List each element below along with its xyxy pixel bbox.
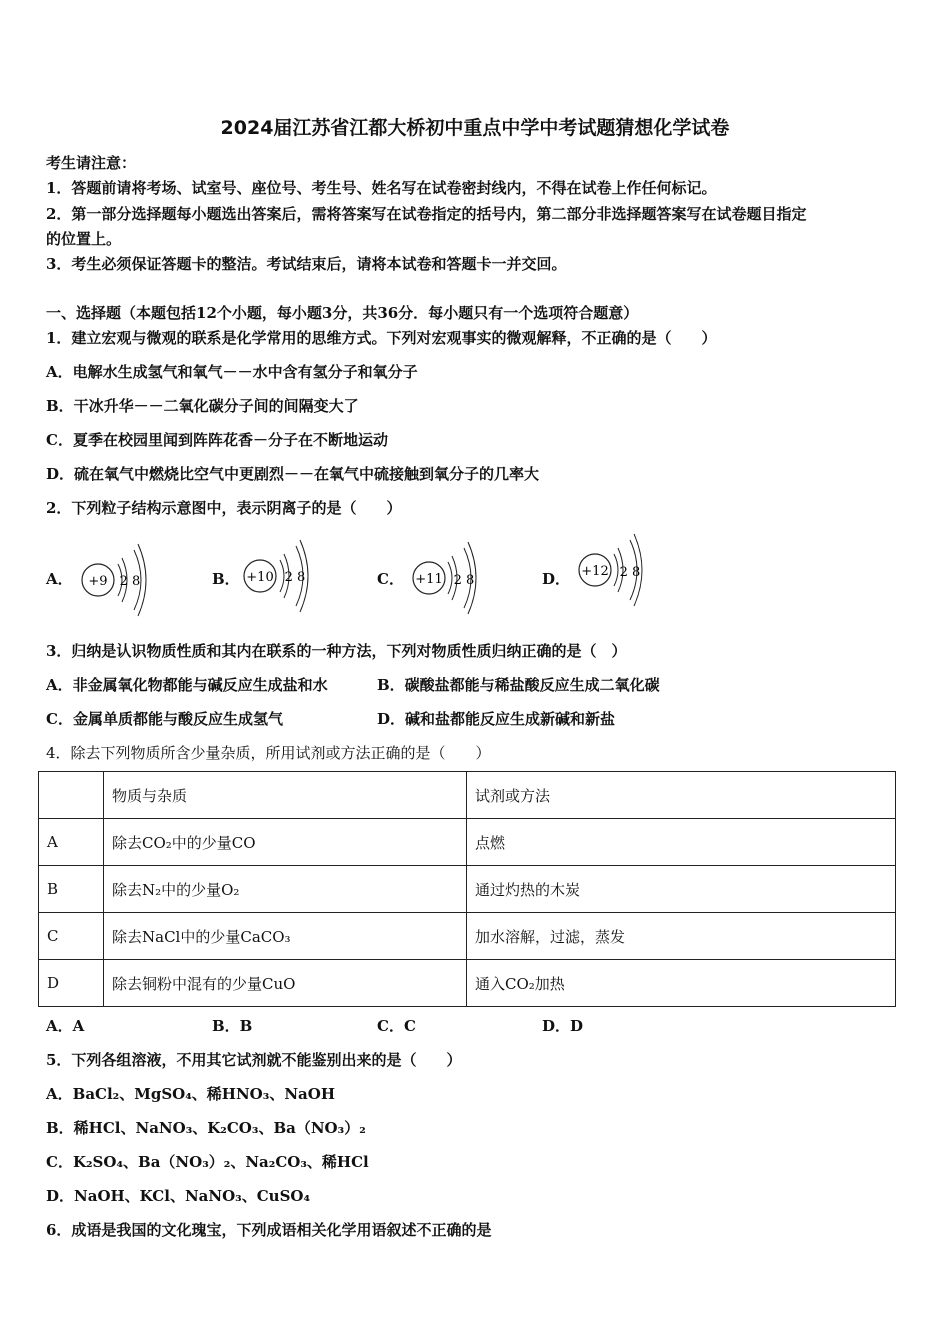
notice-item-1: 1．答题前请将考场、试室号、座位号、考生号、姓名写在试卷密封线内，不得在试卷上作任何标记。 [46,179,717,197]
table-row [39,960,896,1007]
atom-diagram-b [240,536,320,616]
electron-config-b: 2 8 [284,570,306,585]
table-cell: 除去铜粉中混有的少量CuO [104,960,467,1007]
q3-option-c: C．金属单质都能与酸反应生成氢气 [46,710,283,728]
nucleus-charge-c: +11 [415,572,443,587]
notice-item-2: 2．第一部分选择题每小题选出答案后，需将答案写在试卷指定的括号内，第二部分非选择题答案写在试卷题目指定 [46,205,807,223]
table-cell: 除去NaCl中的少量CaCO₃ [104,913,467,960]
q2-option-d-label: D． [542,570,571,588]
q1-option-c: C．夏季在校园里闻到阵阵花香－分子在不断地运动 [46,431,388,449]
table-row [39,913,896,960]
notice-heading: 考生请注意： [46,154,137,172]
nucleus-charge-b: +10 [246,570,274,585]
table-cell: 除去N₂中的少量O₂ [104,866,467,913]
table-row [39,819,896,866]
q4-option-a: A．A [46,1017,85,1035]
table-cell: A [39,819,104,866]
electron-config-a: 2 8 [119,574,141,589]
q5-option-c: C．K₂SO₄、Ba（NO₃）₂、Na₂CO₃、稀HCl [46,1153,369,1171]
q3-option-a: A．非金属氧化物都能与碱反应生成盐和水 [46,676,328,694]
q4-option-c: C．C [377,1017,416,1035]
electron-config-d: 2 8 [619,565,641,580]
q3-stem: 3．归纳是认识物质性质和其内在联系的一种方法，下列对物质性质归纳正确的是（ ） [46,642,627,660]
q2-option-a-label: A． [46,570,73,588]
q4-table [38,771,896,1007]
q4-stem: 4．除去下列物质所含少量杂质，所用试剂或方法正确的是（ ） [46,744,491,762]
q2-option-b-label: B． [212,570,240,588]
table-cell: 除去CO₂中的少量CO [104,819,467,866]
atom-diagram-d [574,530,654,610]
notice-item-2-cont: 的位置上。 [46,230,122,248]
q1-option-a: A．电解水生成氢气和氧气－－水中含有氢分子和氧分子 [46,363,418,381]
q2-stem: 2．下列粒子结构示意图中，表示阴离子的是（ ） [46,499,402,517]
table-cell: 点燃 [467,819,896,866]
section-heading: 一、选择题（本题包括12个小题，每小题3分，共36分．每小题只有一个选项符合题意） [46,304,639,322]
page-title: 2024届江苏省江都大桥初中重点中学中考试题猜想化学试卷 [220,117,730,139]
q5-option-a: A．BaCl₂、MgSO₄、稀HNO₃、NaOH [46,1085,335,1103]
q6-stem: 6．成语是我国的文化瑰宝，下列成语相关化学用语叙述不正确的是 [46,1221,492,1239]
q4-option-d: D．D [542,1017,584,1035]
q1-option-d: D．硫在氧气中燃烧比空气中更剧烈－－在氧气中硫接触到氧分子的几率大 [46,465,540,483]
table-header-cell [39,772,104,819]
table-cell: 通过灼热的木炭 [467,866,896,913]
q5-option-b: B．稀HCl、NaNO₃、K₂CO₃、Ba（NO₃）₂ [46,1119,366,1137]
table-cell: 加水溶解，过滤，蒸发 [467,913,896,960]
q1-option-b: B．干冰升华－－二氧化碳分子间的间隔变大了 [46,397,359,415]
table-cell: B [39,866,104,913]
q5-option-d: D．NaOH、KCl、NaNO₃、CuSO₄ [46,1187,311,1205]
notice-item-3: 3．考生必须保证答题卡的整洁。考试结束后，请将本试卷和答题卡一并交回。 [46,255,567,273]
q4-option-b: B．B [212,1017,253,1035]
q3-option-d: D．碱和盐都能反应生成新碱和新盐 [377,710,616,728]
table-header-cell: 试剂或方法 [467,772,896,819]
table-cell: D [39,960,104,1007]
table-header-row [39,772,896,819]
q1-stem: 1．建立宏观与微观的联系是化学常用的思维方式。下列对宏观事实的微观解释，不正确的是（ ） [46,329,717,347]
table-header-cell: 物质与杂质 [104,772,467,819]
q5-stem: 5．下列各组溶液，不用其它试剂就不能鉴别出来的是（ ） [46,1051,462,1069]
table-cell: 通入CO₂加热 [467,960,896,1007]
atom-diagram-c [408,538,488,618]
atom-diagram-a [78,540,156,620]
nucleus-charge-a: +9 [88,574,108,589]
electron-config-c: 2 8 [453,573,475,588]
table-row [39,866,896,913]
table-cell: C [39,913,104,960]
q2-option-c-label: C． [377,570,404,588]
nucleus-charge-d: +12 [581,564,609,579]
q3-option-b: B．碳酸盐都能与稀盐酸反应生成二氧化碳 [377,676,660,694]
